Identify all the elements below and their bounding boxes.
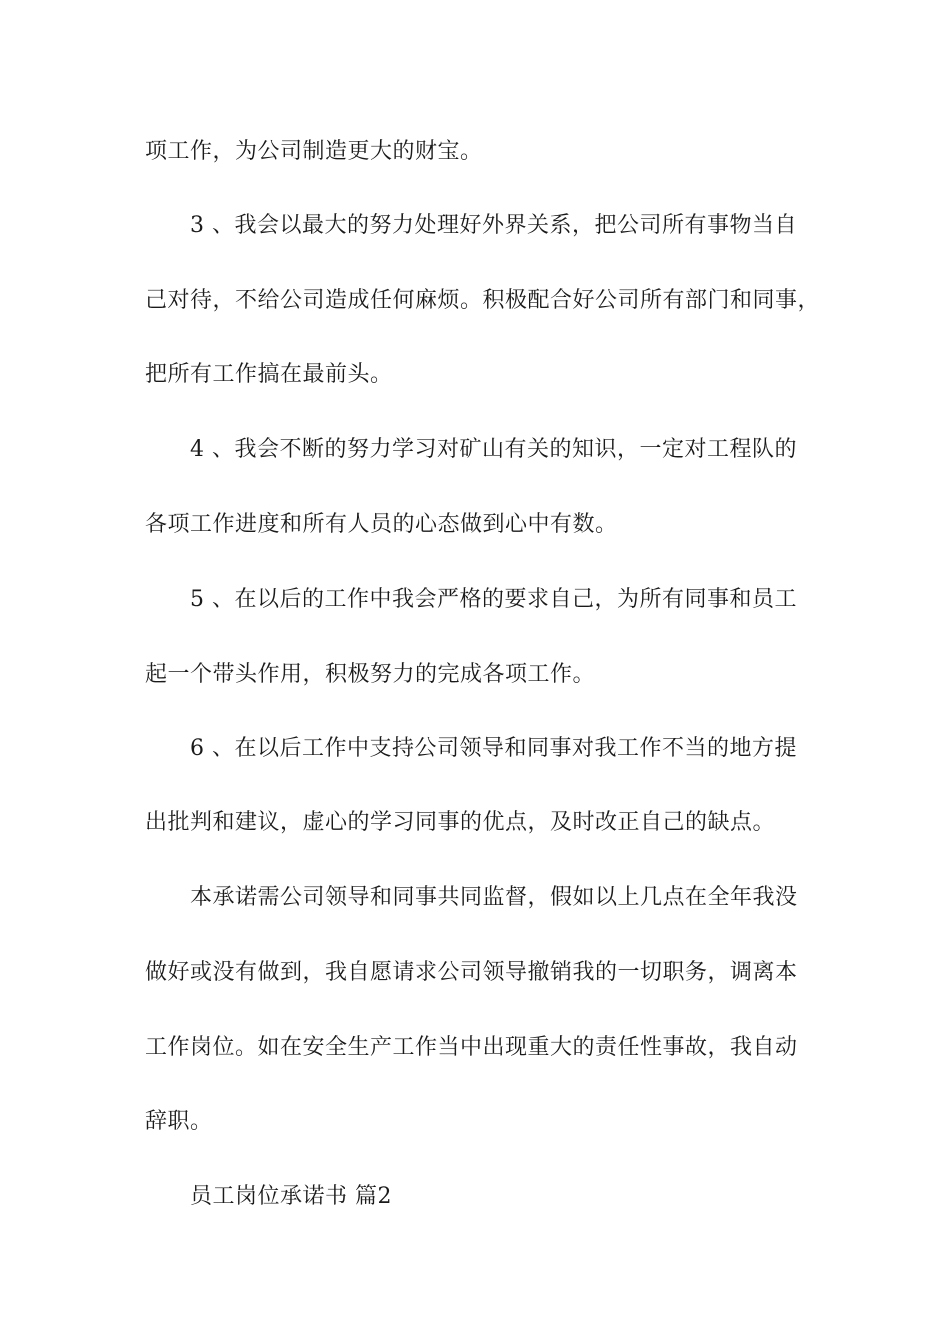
text-line: 出批判和建议，虚心的学习同事的优点，及时改正自己的缺点。	[145, 810, 776, 835]
text-line: 4 、我会不断的努力学习对矿山有关的知识，一定对工程队的	[190, 437, 797, 462]
section-heading: 员工岗位承诺书 篇2	[190, 1184, 392, 1209]
text-line: 5 、在以后的工作中我会严格的要求自己，为所有同事和员工	[190, 587, 797, 612]
text-line: 6 、在以后工作中支持公司领导和同事对我工作不当的地方提	[190, 736, 797, 761]
text-line: 项工作，为公司制造更大的财宝。	[145, 139, 483, 164]
text-line: 做好或没有做到，我自愿请求公司领导撤销我的一切职务，调离本	[145, 960, 798, 985]
text-line: 起一个带头作用，积极努力的完成各项工作。	[145, 662, 596, 687]
text-line: 把所有工作搞在最前头。	[145, 362, 393, 387]
text-line: 工作岗位。如在安全生产工作当中出现重大的责任性事故，我自动	[145, 1035, 798, 1060]
text-line: 各项工作进度和所有人员的心态做到心中有数。	[145, 512, 618, 537]
text-line: 3 、我会以最大的努力处理好外界关系，把公司所有事物当自	[190, 213, 797, 238]
text-line: 己对待，不给公司造成任何麻烦。积极配合好公司所有部门和同事，	[145, 288, 821, 313]
text-line: 本承诺需公司领导和同事共同监督，假如以上几点在全年我没	[190, 885, 798, 910]
text-line: 辞职。	[145, 1109, 213, 1134]
